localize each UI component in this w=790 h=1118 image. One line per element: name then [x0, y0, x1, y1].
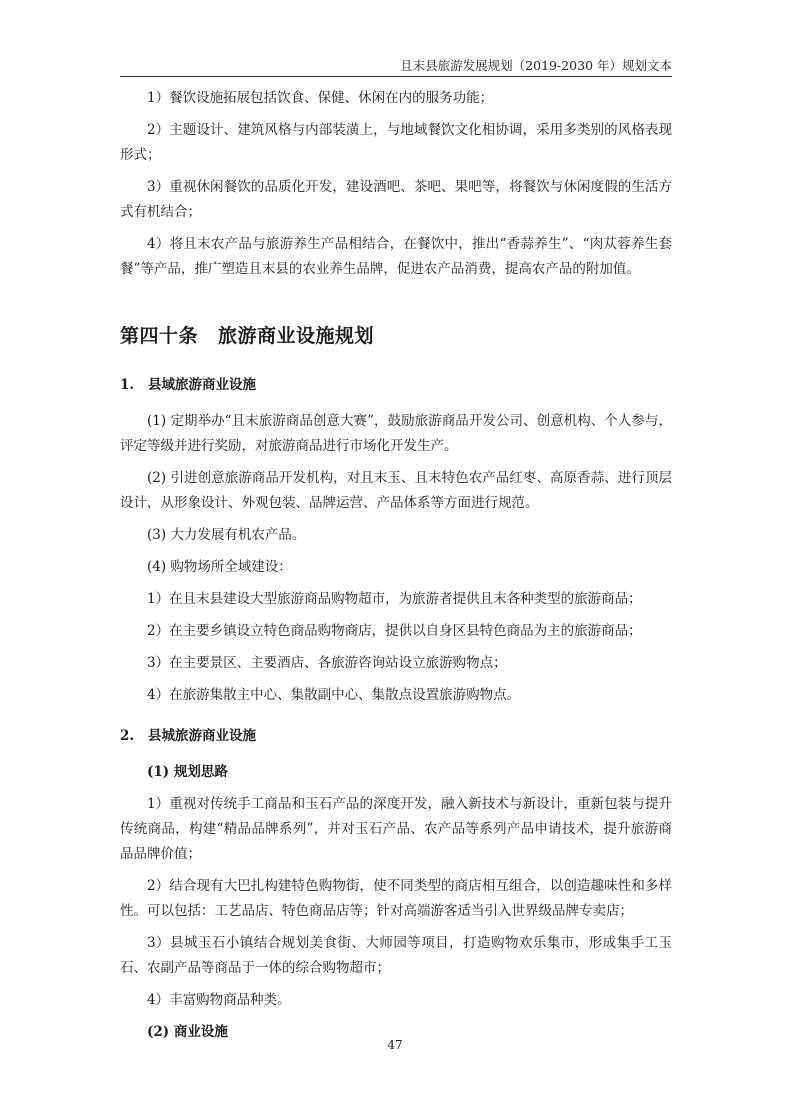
section-heading: [120, 724, 672, 748]
paragraph: 4）在旅游集散主中心、集散副中心、集散点设置旅游购物点。: [147, 687, 521, 703]
paragraph: 1）重视对传统手工商品和玉石产品的深度开发，融入新技术与新设计，重新包装与提升传统商品，构建“精品品牌系列”，并对玉石产品、农产品等系列产品申请技术，提升旅游商品品牌价值；: [120, 796, 672, 862]
paragraph: 2）在主要乡镇设立特色商品购物商店，提供以自身区县特色商品为主的旅游商品；: [147, 623, 642, 639]
paragraph: 3）重视休闲餐饮的品质化开发，建设酒吧、茶吧、果吧等，将餐饮与休闲度假的生活方式有机结合；: [120, 179, 672, 220]
paragraph: 4）将且末农产品与旅游养生产品相结合，在餐饮中，推出“香蒜养生”、“肉苁蓉养生套餐”等产品，推广塑造且末县的农业养生品牌，促进农产品消费，提高农产品的附加值。: [120, 236, 672, 277]
paragraph: (4) 购物场所全域建设：: [147, 559, 292, 575]
document-body: [120, 86, 672, 1045]
paragraph: 3）在主要景区、主要酒店、各旅游咨询站设立旅游购物点；: [147, 655, 507, 671]
article-title: 旅游商业设施规划: [218, 325, 375, 347]
article-number: 第四十条: [120, 325, 199, 347]
section-title: 县城旅游商业设施: [148, 728, 256, 744]
paragraph: 2）主题设计、建筑风格与内部装潢上，与地域餐饮文化相协调，采用多类别的风格表现形式；: [120, 122, 672, 163]
article-heading: [120, 321, 672, 351]
subheading: (1) 规划思路: [147, 764, 228, 780]
paragraph: 4）丰富购物商品种类。: [147, 992, 291, 1008]
paragraph: (3) 大力发展有机农产品。: [147, 527, 306, 543]
section-number: 2.: [120, 728, 135, 744]
section-title: 县域旅游商业设施: [148, 377, 256, 393]
paragraph: 1）在且末县建设大型旅游商品购物超市，为旅游者提供且末各种类型的旅游商品；: [147, 591, 642, 607]
paragraph: (2) 引进创意旅游商品开发机构，对且末玉、且末特色农产品红枣、高原香蒜、进行顶层设计，从形象设计、外观包装、品牌运营、产品体系等方面进行规范。: [120, 470, 672, 511]
page-header: 且末县旅游发展规划（2019-2030 年）规划文本: [400, 58, 672, 73]
subheading: (2) 商业设施: [147, 1024, 228, 1040]
header-rule: [120, 76, 672, 77]
paragraph: 2）结合现有大巴扎构建特色购物街，使不同类型的商店相互组合，以创造趣味性和多样性。可以包括：工艺品店、特色商品店等；针对高端游客适当引入世界级品牌专卖店；: [120, 878, 672, 919]
page-number: 47: [387, 1038, 403, 1052]
paragraph: 3）县城玉石小镇结合规划美食街、大师园等项目，打造购物欢乐集市，形成集手工玉石、农副产品等商品于一体的综合购物超市；: [120, 935, 672, 976]
paragraph: (1) 定期举办“且末旅游商品创意大赛”，鼓励旅游商品开发公司、创意机构、个人参与，评定等级并进行奖励，对旅游商品进行市场化开发生产。: [120, 413, 672, 454]
section-heading: [120, 373, 672, 397]
paragraph: 1）餐饮设施拓展包括饮食、保健、休闲在内的服务功能；: [147, 90, 494, 106]
section-number: 1.: [120, 377, 135, 393]
